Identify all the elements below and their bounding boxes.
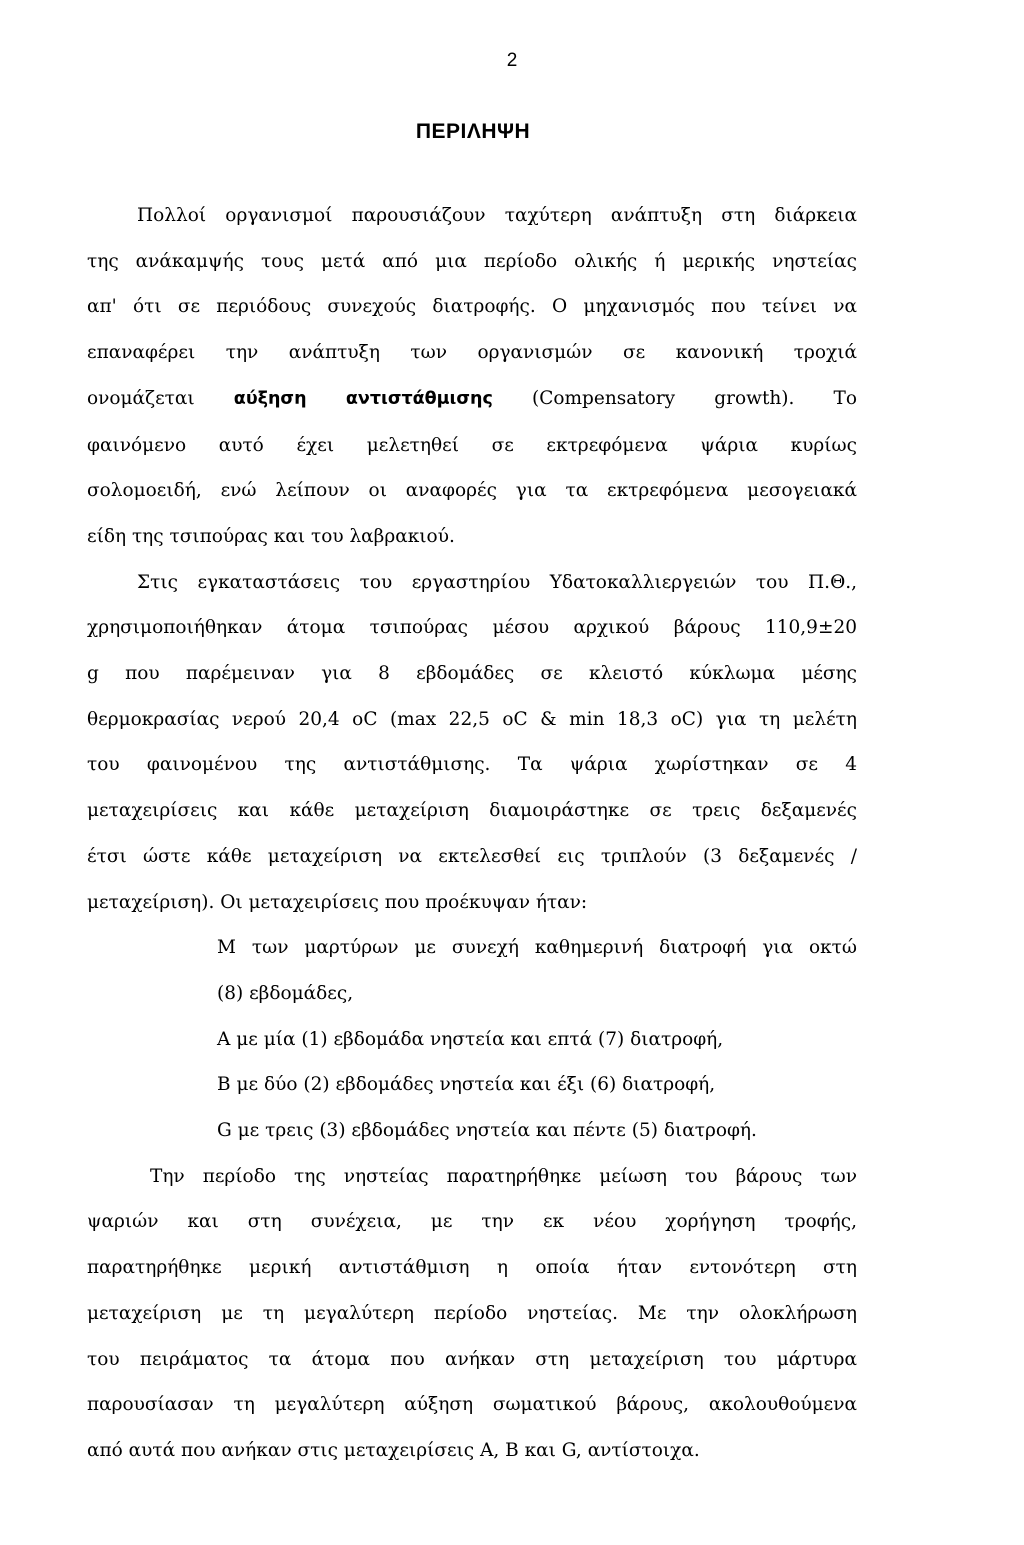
text-line	[87, 376, 857, 423]
treatment-m-cont: (8) εβδομάδες,	[217, 982, 354, 1004]
text-line: παρουσίασαν τη μεγαλύτερη αύξηση σωματικού βάρους, ακολουθούμενα	[87, 1394, 857, 1416]
text-line: ψαριών και στη συνέχεια, με την εκ νέου χορήγηση τροφής,	[87, 1211, 857, 1233]
text-line: επαναφέρει την ανάπτυξη των οργανισμών σε κανονική τροχιά	[87, 342, 857, 364]
text-fragment: (Compensatory growth). Το	[492, 387, 858, 409]
text-line: παρατηρήθηκε μερική αντιστάθμιση η οποία ήταν εντονότερη στη	[87, 1257, 857, 1279]
abstract-body	[87, 193, 857, 1474]
text-line: χρησιμοποιήθηκαν άτομα τσιπούρας μέσου αρχικού βάρους 110,9±20	[87, 617, 857, 639]
page-number: 2	[506, 50, 518, 71]
text-line: Την περίοδο της νηστείας παρατηρήθηκε μείωση του βάρους των	[150, 1165, 857, 1187]
treatment-m: Μ των μαρτύρων με συνεχή καθημερινή διατροφή για οκτώ	[217, 937, 857, 959]
text-fragment: ονομάζεται	[87, 387, 234, 409]
treatment-g: G με τρεις (3) εβδομάδες νηστεία και πέντε (5) διατροφή.	[217, 1120, 757, 1142]
text-line: μεταχείριση). Οι μεταχειρίσεις που προέκυψαν ήταν:	[87, 891, 588, 913]
text-line: θερμοκρασίας νερού 20,4 οC (max 22,5 οC & min 18,3 οC) για τη μελέτη	[87, 708, 857, 730]
treatment-b: Β με δύο (2) εβδομάδες νηστεία και έξι (6) διατροφή,	[217, 1074, 716, 1096]
text-line: έτσι ώστε κάθε μεταχείριση να εκτελεσθεί εις τριπλούν (3 δεξαμενές /	[87, 845, 857, 867]
text-line: μεταχείριση με τη μεγαλύτερη περίοδο νηστείας. Με την ολοκλήρωση	[87, 1302, 857, 1324]
text-line: είδη της τσιπούρας και του λαβρακιού.	[87, 525, 455, 547]
text-line: φαινόμενο αυτό έχει μελετηθεί σε εκτρεφόμενα ψάρια κυρίως	[87, 434, 857, 456]
text-line: σολομοειδή, ενώ λείπουν οι αναφορές για τα εκτρεφόμενα μεσογειακά	[87, 480, 857, 502]
text-line: απ' ότι σε περιόδους συνεχούς διατροφής. Ο μηχανισμός που τείνει να	[87, 296, 857, 318]
text-line: από αυτά που ανήκαν στις μεταχειρίσεις Α, Β και G, αντίστοιχα.	[87, 1439, 700, 1461]
key-term: αύξηση αντιστάθμισης	[233, 388, 493, 409]
text-line: g που παρέμειναν για 8 εβδομάδες σε κλειστό κύκλωμα μέσης	[87, 663, 857, 685]
text-line: μεταχειρίσεις και κάθε μεταχείριση διαμοιράστηκε σε τρεις δεξαμενές	[87, 800, 857, 822]
page-title: ΠΕΡΙΛΗΨΗ	[415, 120, 531, 143]
text-line: του πειράματος τα άτομα που ανήκαν στη μεταχείριση του μάρτυρα	[87, 1348, 857, 1370]
text-line: του φαινομένου της αντιστάθμισης. Τα ψάρια χωρίστηκαν σε 4	[87, 754, 857, 776]
text-line: Πολλοί οργανισμοί παρουσιάζουν ταχύτερη ανάπτυξη στη διάρκεια	[137, 205, 857, 226]
treatment-a: Α με μία (1) εβδομάδα νηστεία και επτά (7) διατροφή,	[217, 1028, 724, 1050]
text-line: Στις εγκαταστάσεις του εργαστηρίου Υδατοκαλλιεργειών του Π.Θ.,	[137, 571, 857, 593]
text-line: της ανάκαμψής τους μετά από μια περίοδο ολικής ή μερικής νηστείας	[87, 250, 857, 272]
